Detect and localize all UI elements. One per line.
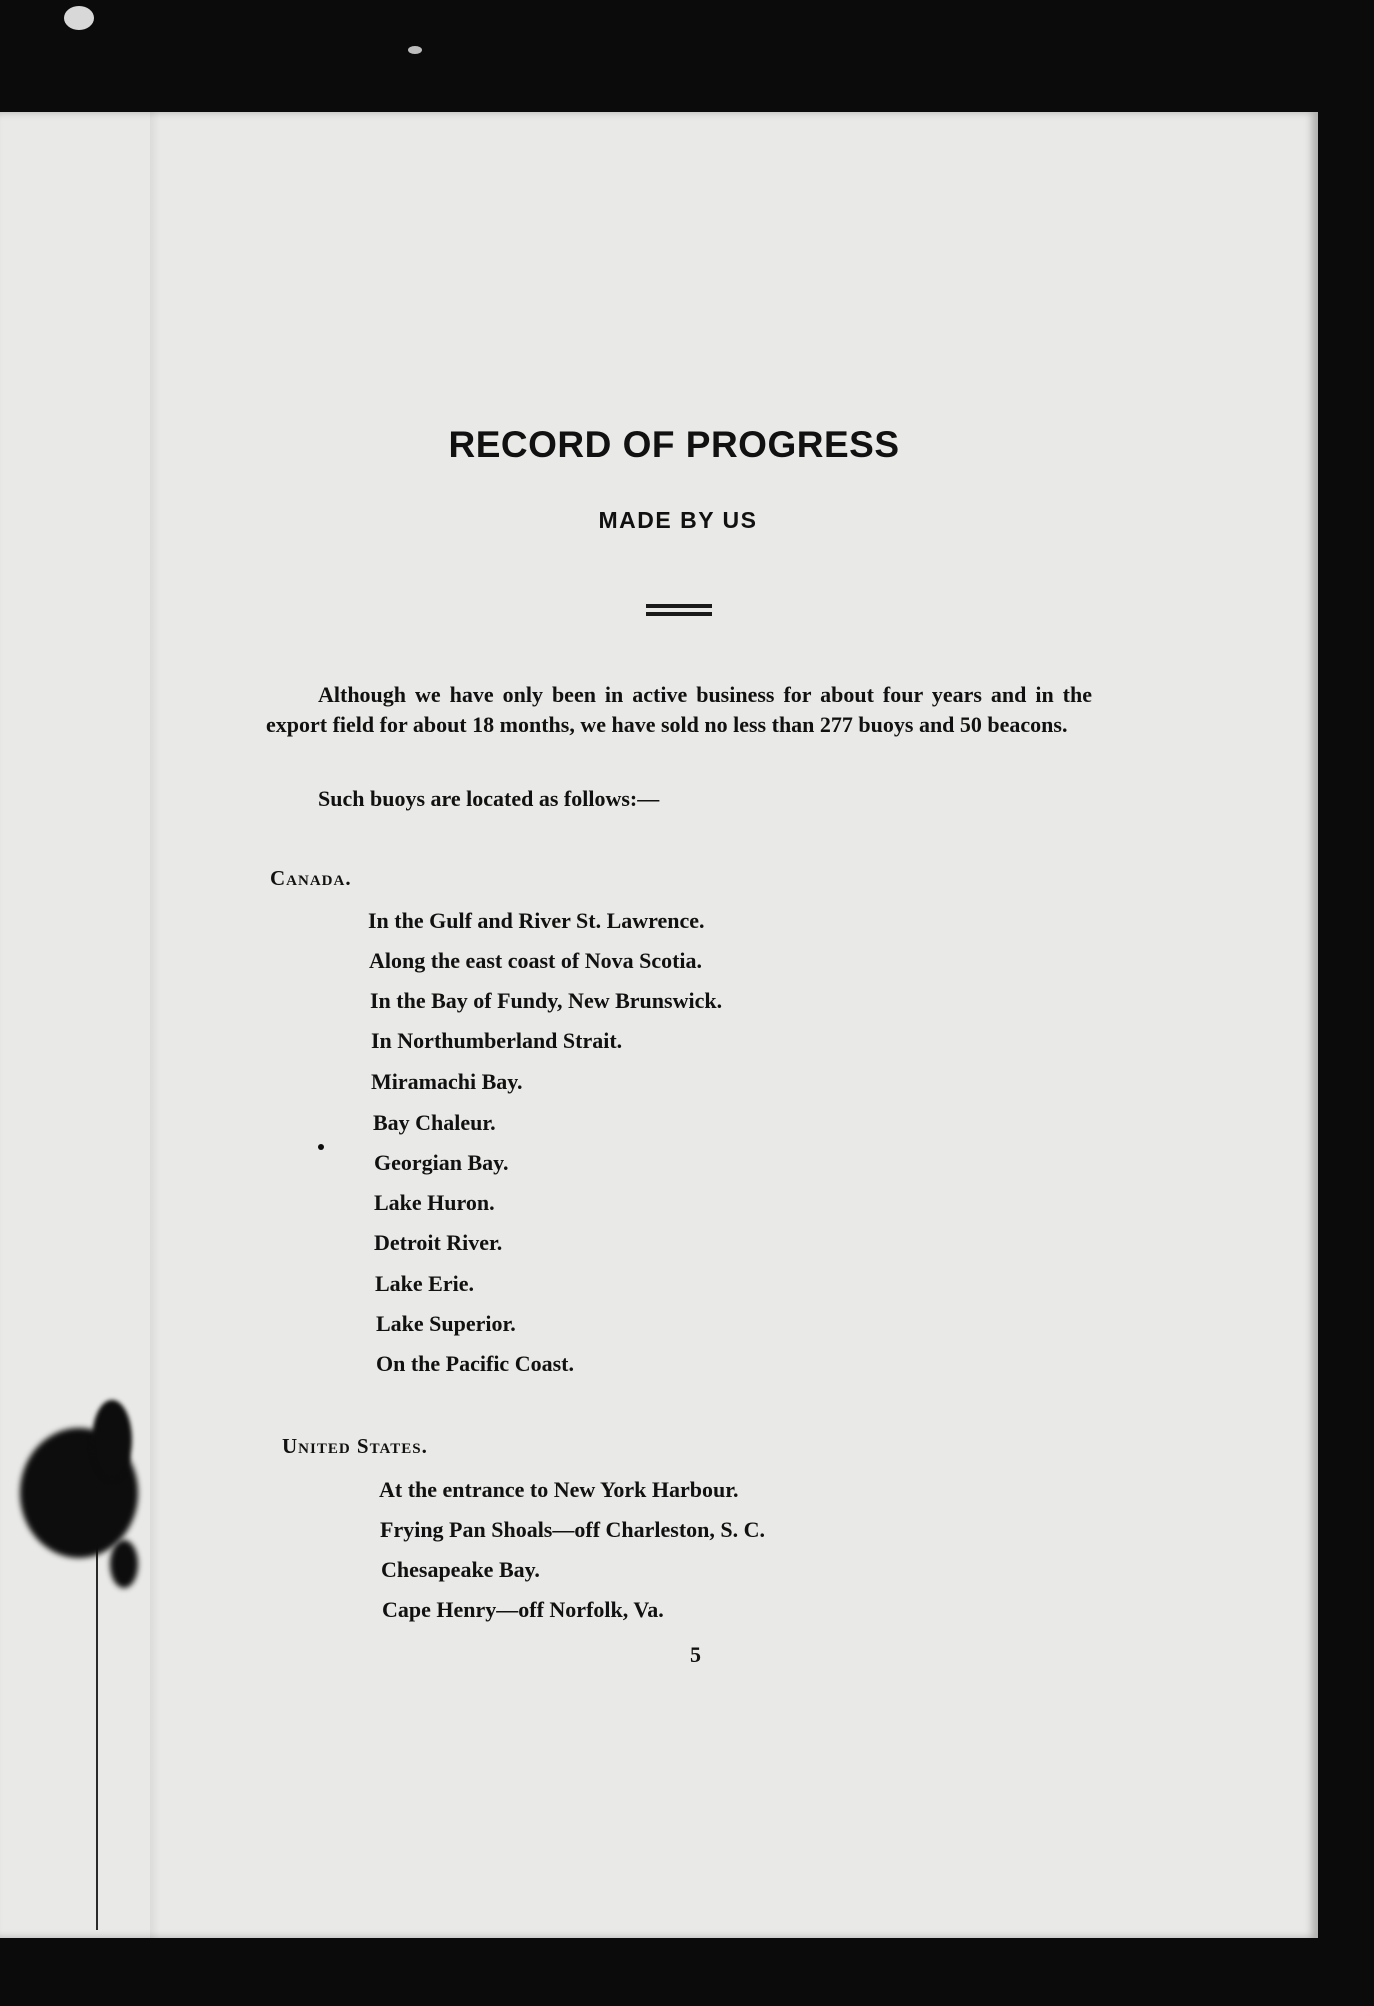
us-location: Chesapeake Bay. bbox=[381, 1557, 540, 1582]
canada-location: In the Bay of Fundy, New Brunswick. bbox=[370, 988, 723, 1013]
book-page bbox=[0, 112, 1318, 1938]
canada-location: Detroit River. bbox=[374, 1230, 503, 1255]
canada-location: On the Pacific Coast. bbox=[376, 1351, 574, 1376]
canada-location: Lake Huron. bbox=[374, 1190, 495, 1215]
page-number: 5 bbox=[690, 1642, 701, 1667]
ink-dot bbox=[318, 1144, 324, 1150]
intro-paragraph: Although we have only been in active business for about four years and in the export field for about 18 months, we have sold no less than 277 buoys and 50 beacons. bbox=[266, 682, 1092, 737]
canada-location: In Northumberland Strait. bbox=[371, 1028, 623, 1053]
canada-location: Lake Erie. bbox=[375, 1271, 474, 1296]
canada-location: In the Gulf and River St. Lawrence. bbox=[368, 908, 705, 933]
ink-blot bbox=[92, 1400, 132, 1480]
ink-blot bbox=[110, 1540, 138, 1588]
follows-line: Such buoys are located as follows:— bbox=[318, 786, 660, 811]
us-location: Cape Henry—off Norfolk, Va. bbox=[382, 1597, 664, 1622]
double-rule-bottom bbox=[646, 612, 712, 616]
page-subtitle: MADE BY US bbox=[598, 507, 758, 533]
double-rule-top bbox=[646, 604, 712, 608]
us-location: At the entrance to New York Harbour. bbox=[379, 1477, 739, 1502]
canada-location: Bay Chaleur. bbox=[373, 1110, 496, 1135]
canada-location: Along the east coast of Nova Scotia. bbox=[369, 948, 703, 973]
us-location: Frying Pan Shoals—off Charleston, S. C. bbox=[380, 1517, 766, 1542]
scan-speck bbox=[64, 6, 94, 30]
page-gutter-shadow bbox=[150, 112, 160, 1938]
section-heading-united-states: United States. bbox=[282, 1434, 428, 1458]
scan-speck bbox=[408, 46, 422, 54]
page-title: RECORD OF PROGRESS bbox=[448, 424, 900, 465]
canada-location: Georgian Bay. bbox=[374, 1150, 509, 1175]
canada-location: Lake Superior. bbox=[376, 1311, 516, 1336]
canada-location: Miramachi Bay. bbox=[371, 1069, 523, 1094]
section-heading-canada: Canada. bbox=[270, 866, 352, 890]
